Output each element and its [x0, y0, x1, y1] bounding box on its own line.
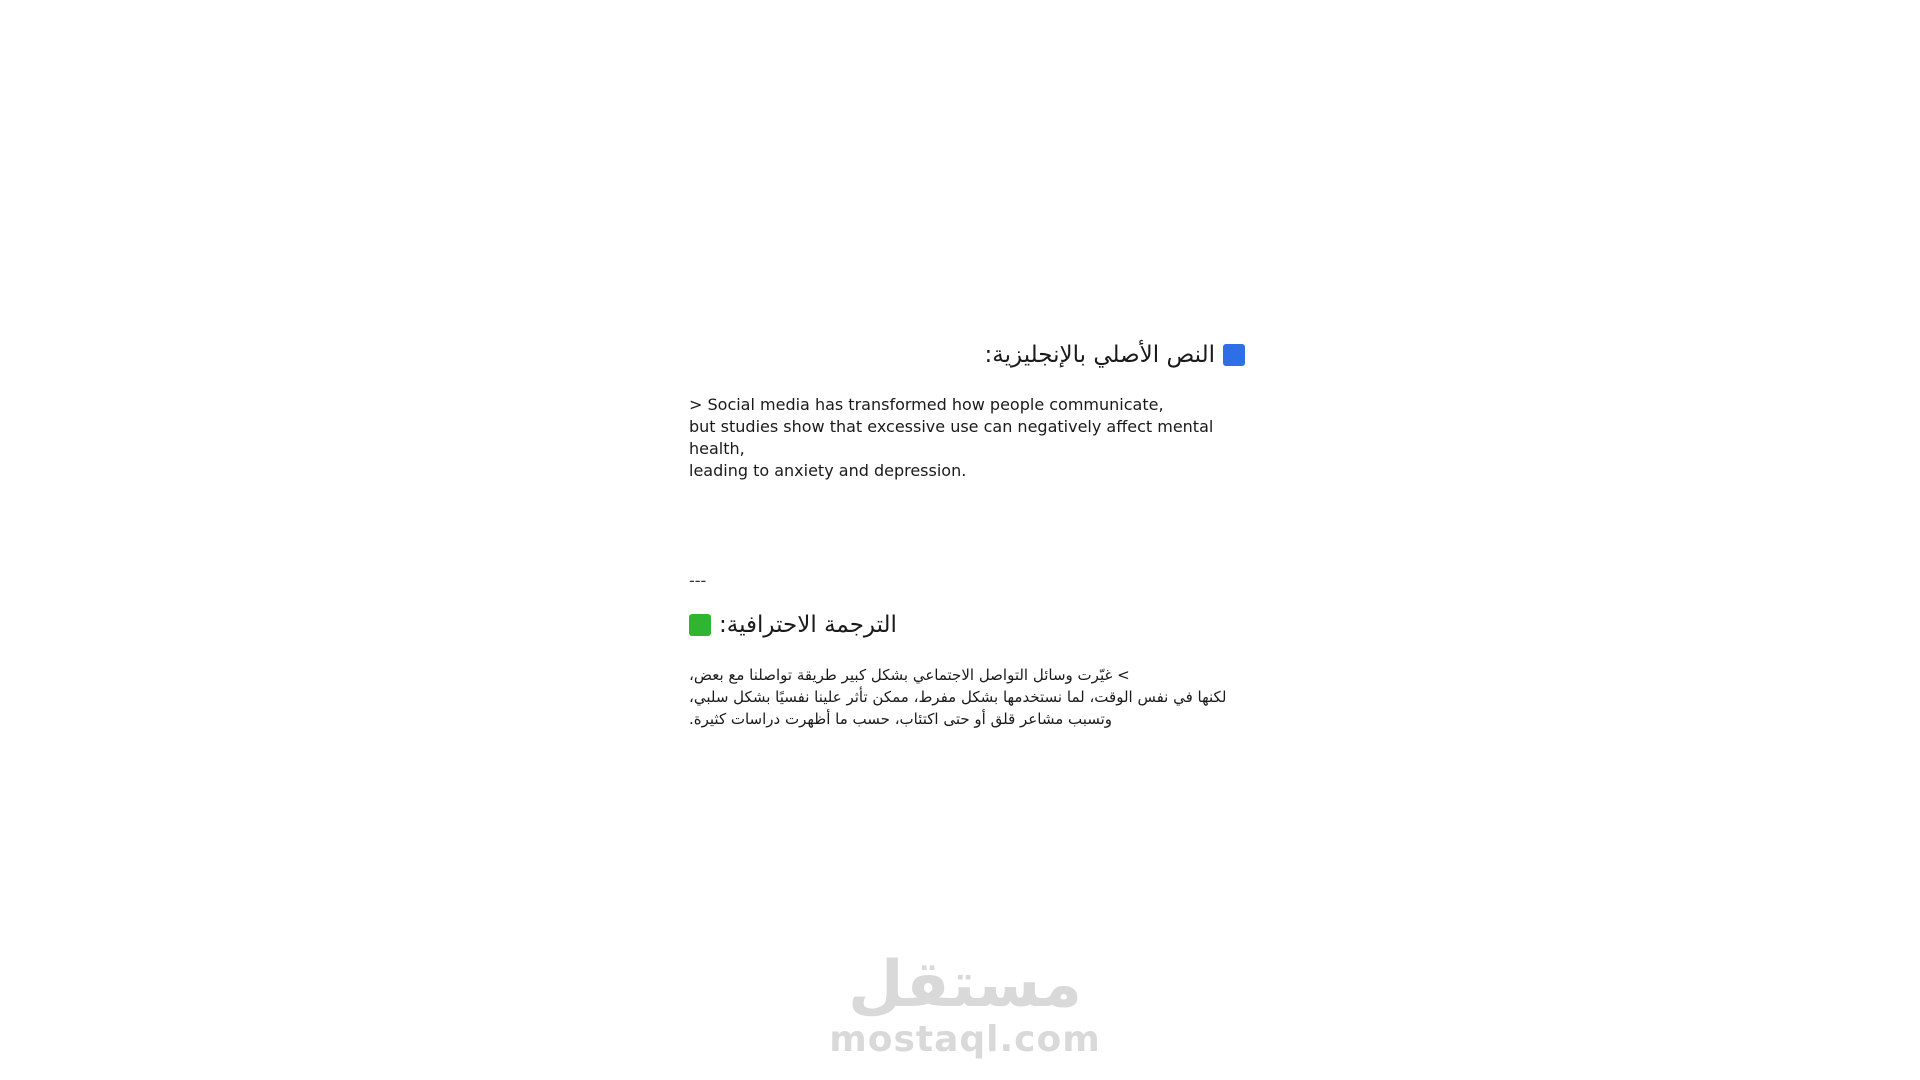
translation-heading-text: الترجمة الاحترافية: [719, 612, 897, 638]
translation-line: وتسبب مشاعر قلق أو حتى اكتئاب، حسب ما أظهرت دراسات كثيرة. [689, 710, 1113, 728]
original-text-block [689, 394, 1245, 482]
translation-line: > غيّرت وسائل التواصل الاجتماعي بشكل كبير طريقة تواصلنا مع بعض، [689, 666, 1130, 684]
original-line: but studies show that excessive use can negatively affect mental health, [689, 417, 1214, 458]
document-page [689, 340, 1245, 730]
original-line: leading to anxiety and depression. [689, 461, 967, 480]
translation-text-block [689, 664, 1245, 730]
original-heading [689, 340, 1245, 370]
translation-heading [689, 610, 1245, 640]
original-line: > Social media has transformed how people communicate, [689, 395, 1164, 414]
translation-line: لكنها في نفس الوقت، لما نستخدمها بشكل مفرط، ممكن تأثر علينا نفسيًا بشكل سلبي، [689, 688, 1227, 706]
green-square-icon [689, 614, 711, 636]
watermark-arabic: مستقل [847, 948, 1083, 1022]
section-separator: --- [689, 571, 707, 590]
blue-square-icon [1223, 344, 1245, 366]
watermark-latin: mostaql.com [829, 1019, 1101, 1060]
original-heading-text: النص الأصلي بالإنجليزية: [984, 342, 1215, 368]
mostaql-watermark-logo [820, 950, 1110, 1060]
